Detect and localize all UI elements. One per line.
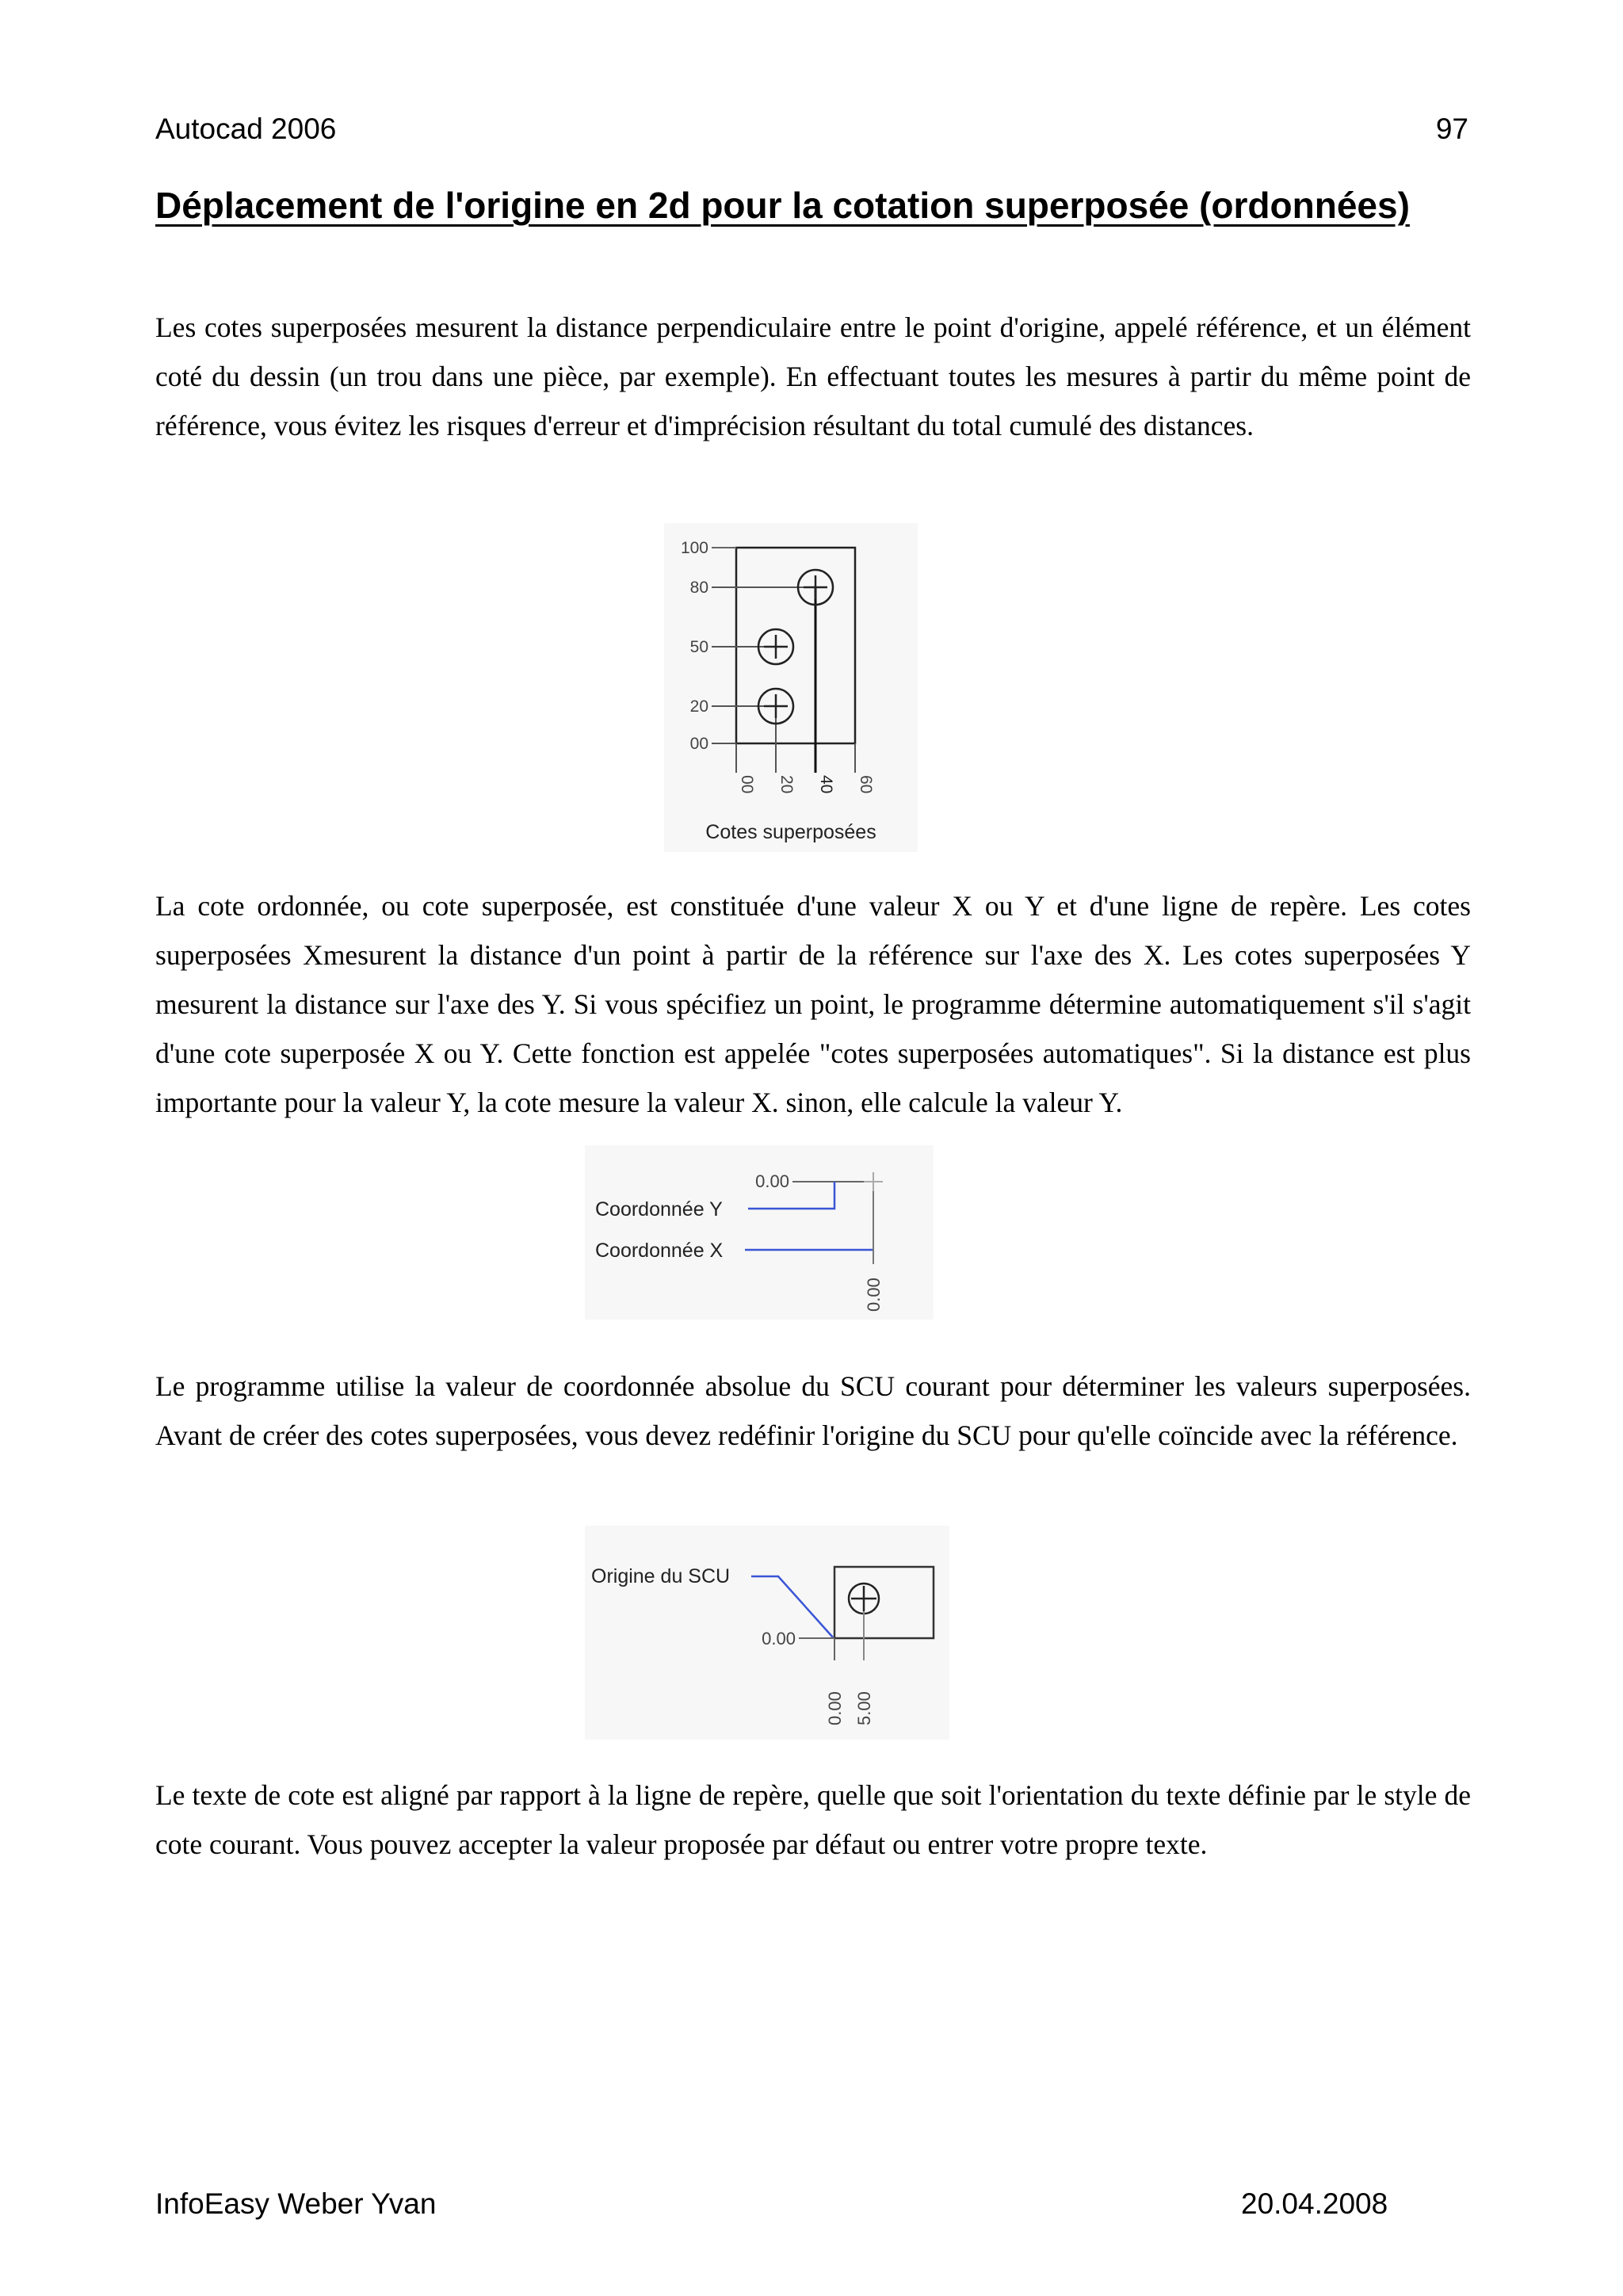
figure-coordinate-leaders [585, 1145, 934, 1320]
horizontal-value: 0.00 [762, 1629, 796, 1648]
label-coordinate-y: Coordonnée Y [595, 1198, 723, 1221]
vertical-value: 0.00 [864, 1278, 884, 1312]
y-label-100: 100 [680, 539, 708, 557]
paragraph-3: Le programme utilise la valeur de coordonnée absolue du SCU courant pour déterminer les valeurs superposées. Avant de créer des cotes superposées, vous devez redéfinir l'origine du SCU pour qu'elle coïncide avec la référence. [155, 1370, 1471, 1451]
label-coordinate-x: Coordonnée X [595, 1240, 724, 1262]
figure-caption: Cotes superposées [705, 821, 876, 843]
x-label-60: 60 [857, 775, 875, 794]
footer-date: 20.04.2008 [1241, 2187, 1388, 2220]
figure-ucs-origin [585, 1526, 949, 1740]
hole [849, 1584, 879, 1614]
paragraph-4: Le texte de cote est aligné par rapport à la ligne de repère, quelle que soit l'orientation du texte définie par le style de cote courant. Vous pouvez accepter la valeur proposée par défaut ou entrer votre propre texte. [155, 1779, 1471, 1860]
y-label-20: 20 [689, 697, 708, 716]
x-label-20: 20 [777, 775, 796, 794]
vertical-value-2: 5.00 [854, 1691, 874, 1725]
y-label-00: 00 [689, 735, 708, 753]
x-label-40: 40 [817, 775, 835, 794]
label-ucs-origin: Origine du SCU [591, 1565, 731, 1587]
footer-author: InfoEasy Weber Yvan [155, 2187, 437, 2220]
paragraph-2: La cote ordonnée, ou cote superposée, est constituée d'une valeur X ou Y et d'une ligne de repère. Les cotes superposées Xmesurent la distance d'un point à partir de la référence sur l'axe des X. Les cotes superposées Y mesurent la distance sur l'axe des Y. Si vous spécifiez un point, le programme détermine automatiquement s'il s'agit d'une cote superposée X ou Y. Cette fonction est appelée "cotes superposées automatiques". Si la distance est plus importante pour la valeur Y, la cote mesure la valeur X. sinon, elle calcule la valeur Y. [155, 890, 1471, 1118]
figure-ordinate-dimensions [664, 523, 918, 852]
paragraph-1: Les cotes superposées mesurent la distance perpendiculaire entre le point d'origine, appelé référence, et un élément coté du dessin (un trou dans une pièce, par exemple). En effectuant toutes les mesures à partir du même point de référence, vous évitez les risques d'erreur et d'imprécision résultant du total cumulé des distances. [155, 311, 1471, 441]
running-header-title: Autocad 2006 [155, 113, 337, 145]
page-number: 97 [1435, 113, 1468, 145]
top-value: 0.00 [755, 1171, 789, 1191]
vertical-value-1: 0.00 [825, 1691, 845, 1725]
y-label-50: 50 [689, 638, 708, 656]
x-label-00: 00 [738, 775, 756, 794]
y-label-80: 80 [689, 579, 708, 597]
section-title: Déplacement de l'origine en 2d pour la cotation superposée (ordonnées) [155, 185, 1410, 226]
